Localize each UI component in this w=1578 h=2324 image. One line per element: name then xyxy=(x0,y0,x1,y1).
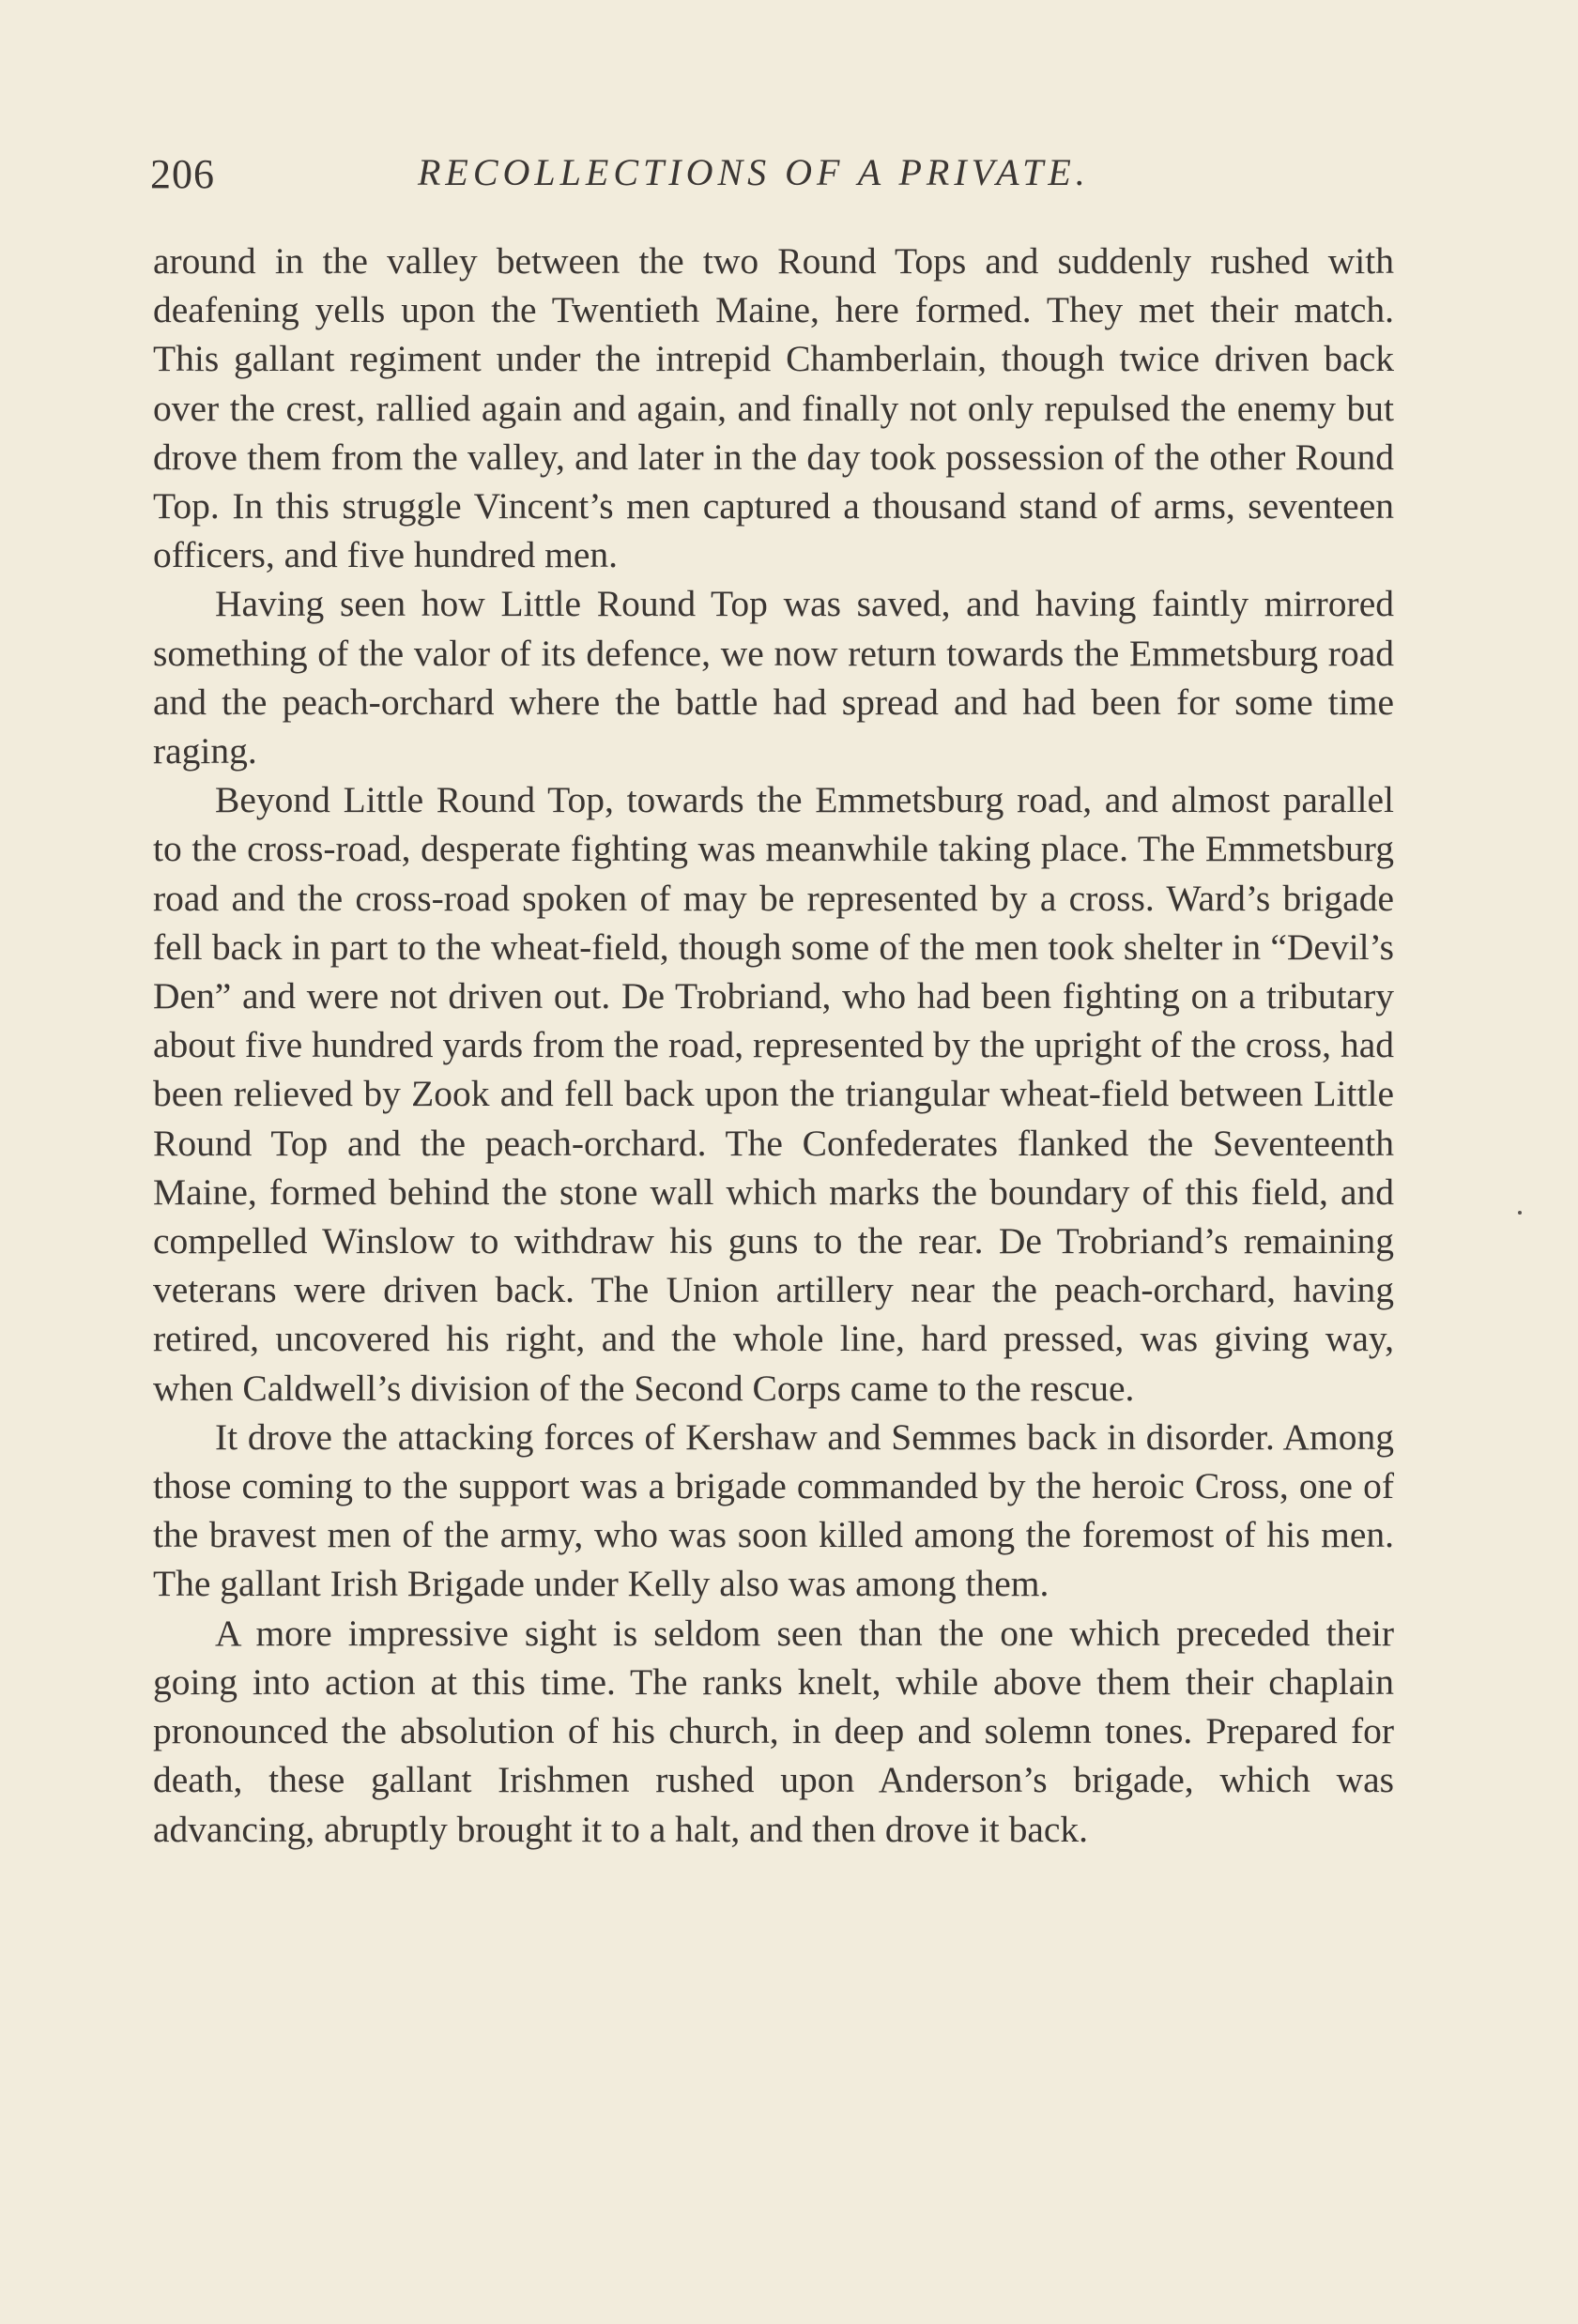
body-text xyxy=(153,237,1394,1854)
paragraph-4: It drove the attacking forces of Kershaw and Semmes back in disorder. Among those coming to the support was a brigade commanded by the heroic Cross, one of the bravest men of the army, who was soon killed among the foremost of his men. The gallant Irish Brigade under Kelly also was among them. xyxy=(153,1415,1394,1605)
paper-speck xyxy=(1518,1211,1522,1215)
paragraph-1: around in the valley between the two Round Tops and suddenly rushed with deafening yells upon the Twentieth Maine, here formed. They met their match. This gallant regiment under the intrepid Chamberlain, though twice driven back over the crest, rallied again and again, and finally not only repulsed the enemy but drove them from the valley, and later in the day took possession of the other Round Top. In this struggle Vincent’s men captured a thousand stand of arms, seventeen officers, and five hundred men. xyxy=(153,240,1394,576)
paragraph-5: A more impressive sight is seldom seen than the one which preceded their going into action at this time. The ranks knelt, while above them their chaplain pronounced the absolution of his church, in deep and solemn tones. Prepared for death, these gallant Irishmen rushed upon Anderson’s brigade, which was advancing, abruptly brought it to a halt, and then drove it back. xyxy=(153,1612,1394,1850)
page-header xyxy=(150,150,1399,206)
paragraph-3: Beyond Little Round Top, towards the Emmetsburg road, and almost parallel to the cross-road, desperate fighting was meanwhile taking place. The Emmetsburg road and the cross-road spoken of may be represented by a cross. Ward’s brigade fell back in part to the wheat-field, though some of the men took shelter in “Devil’s Den” and were not driven out. De Trobriand, who had been fighting on a tributary about five hundred yards from the road, represented by the upright of the cross, had been relieved by Zook and fell back upon the triangular wheat-field between Little Round Top and the peach-orchard. The Confederates flanked the Seventeenth Maine, formed behind the stone wall which marks the boundary of this field, and compelled Winslow to withdraw his guns to the rear. De Trobriand’s remaining veterans were driven back. The Union artillery near the peach-orchard, having retired, uncovered his right, and the whole line, hard pressed, was giving way, when Caldwell’s division of the Second Corps came to the rescue. xyxy=(153,779,1394,1409)
page-number: 206 xyxy=(150,151,215,197)
running-head: RECOLLECTIONS OF A PRIVATE. xyxy=(418,151,1090,193)
paragraph-2: Having seen how Little Round Top was saved, and having faintly mirrored something of the valor of its defence, we now return towards the Emmetsburg road and the peach-orchard where the battle had spread and had been for some time raging. xyxy=(153,583,1394,772)
